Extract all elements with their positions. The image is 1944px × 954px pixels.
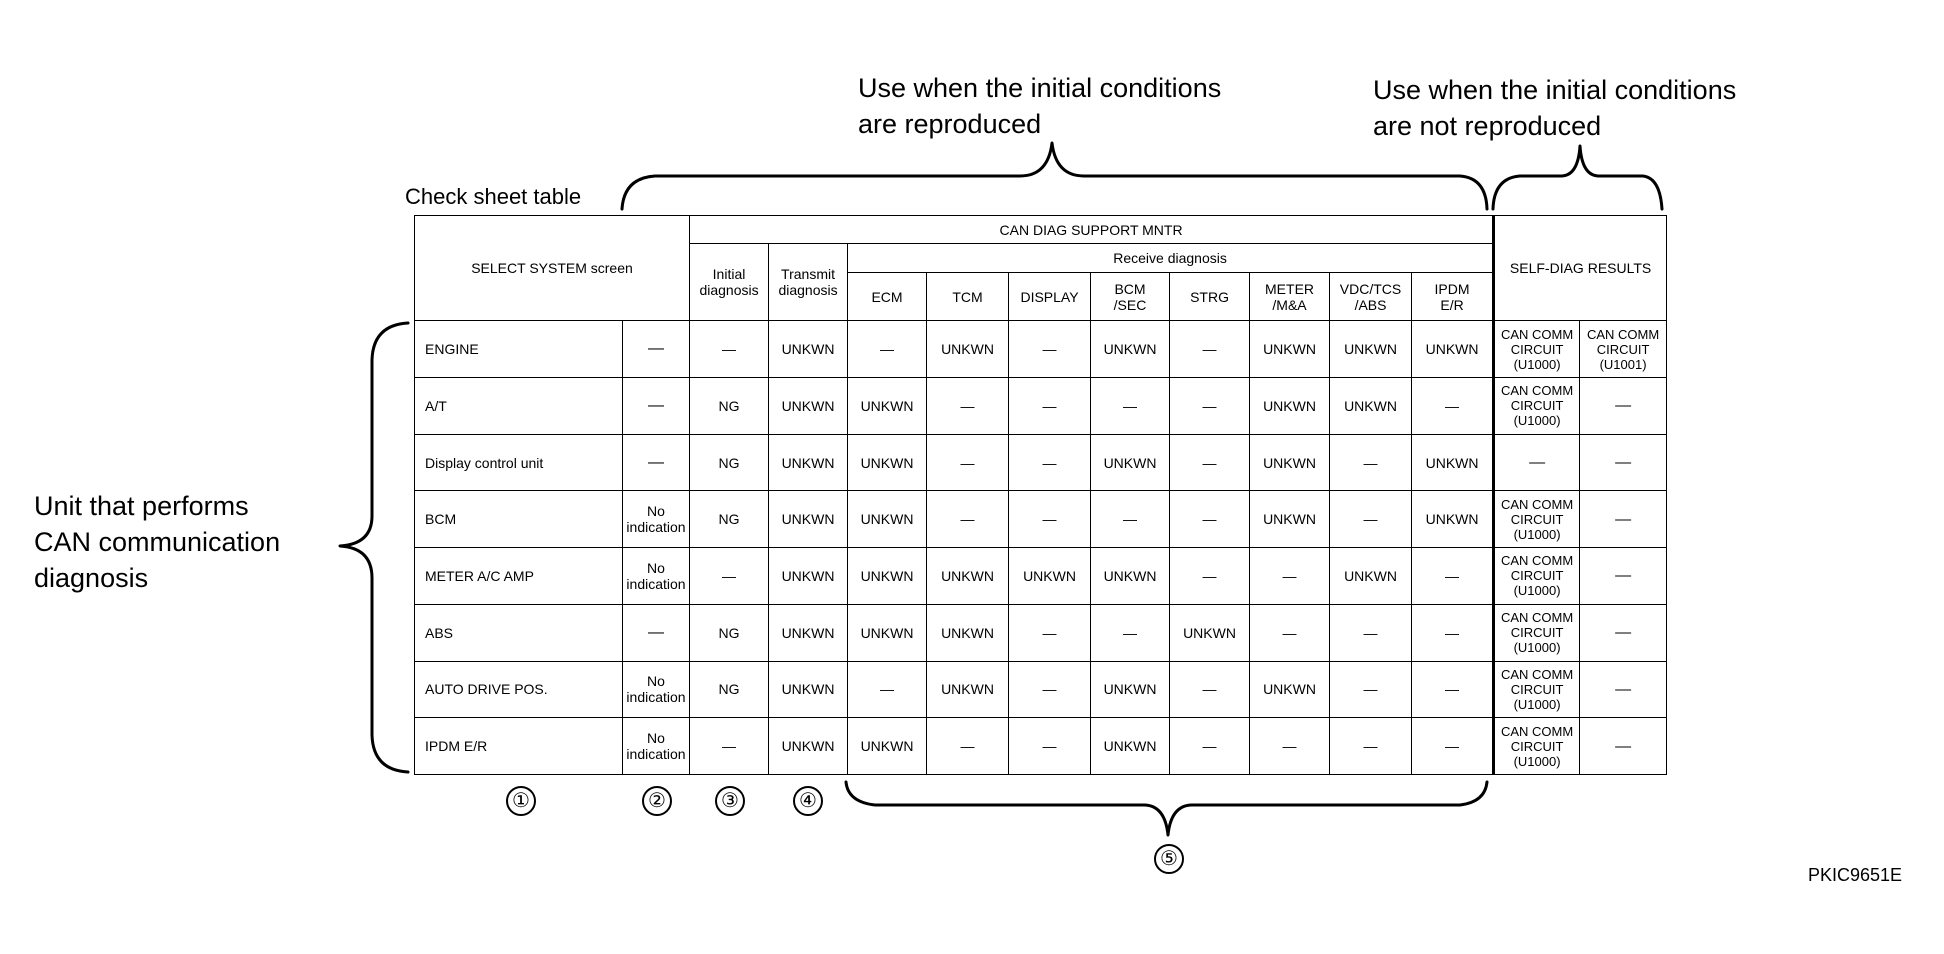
top-brace-reproduced [622,143,1487,209]
check-sheet-label: Check sheet table [405,184,582,209]
receive-diagnosis-cell: UNKWN [927,548,1009,605]
receive-diagnosis-cell: UNKWN [848,548,927,605]
receive-diagnosis-cell: — [1170,321,1250,378]
self-diag-cell: CAN COMM CIRCUIT (U1000) [1494,378,1580,435]
receive-diagnosis-cell: — [1009,321,1091,378]
self-diag-cell: CAN COMM CIRCUIT (U1000) [1494,718,1580,775]
receive-diagnosis-cell: — [927,718,1009,775]
indication-cell: No indication [623,661,690,718]
initial-diagnosis-cell: — [690,548,769,605]
receive-diagnosis-cell: UNKWN [1091,661,1170,718]
receive-col-header: VDC/TCS /ABS [1330,272,1412,321]
self-diag-cell: — [1580,491,1667,548]
receive-diagnosis-cell: — [1250,718,1330,775]
check-sheet-table [414,215,1667,775]
unit-performs-line-1: Unit that performs [34,491,249,521]
system-name-cell: BCM [415,491,623,548]
receive-col-header: ECM [848,272,927,321]
marker-1: ① [506,786,536,816]
initial-diagnosis-header: Initial diagnosis [690,244,769,321]
self-diag-cell: — [1580,378,1667,435]
receive-diagnosis-cell: UNKWN [927,661,1009,718]
receive-diagnosis-cell: UNKWN [848,434,927,491]
receive-diagnosis-cell: — [1009,661,1091,718]
receive-diagnosis-cell: UNKWN [848,604,927,661]
receive-diagnosis-cell: — [1091,604,1170,661]
marker-5: ⑤ [1154,844,1184,874]
top-brace-not-reproduced [1493,146,1662,209]
receive-diagnosis-cell: UNKWN [848,491,927,548]
system-name-cell: METER A/C AMP [415,548,623,605]
receive-diagnosis-cell: — [1091,491,1170,548]
receive-diagnosis-cell: UNKWN [1250,661,1330,718]
receive-diagnosis-cell: — [1250,548,1330,605]
receive-diagnosis-cell: — [1009,604,1091,661]
marker-4: ④ [793,786,823,816]
self-diag-cell: CAN COMM CIRCUIT (U1000) [1494,321,1580,378]
receive-diagnosis-cell: — [1330,718,1412,775]
self-diag-cell: — [1580,661,1667,718]
bottom-brace [846,782,1487,835]
figure-id: PKIC9651E [1808,865,1903,885]
reproduced-line-1: Use when the initial conditions [858,73,1222,103]
initial-diagnosis-cell: — [690,321,769,378]
receive-diagnosis-cell: — [1330,434,1412,491]
table-row [415,321,1667,378]
receive-col-header: DISPLAY [1009,272,1091,321]
table-row [415,661,1667,718]
receive-diagnosis-cell: — [1330,661,1412,718]
not-reproduced-line-2: are not reproduced [1373,111,1602,141]
receive-diagnosis-cell: — [1170,661,1250,718]
receive-diagnosis-cell: — [927,378,1009,435]
indication-cell: — [623,434,690,491]
self-diag-cell: CAN COMM CIRCUIT (U1000) [1494,491,1580,548]
receive-diagnosis-cell: UNKWN [1091,548,1170,605]
receive-diagnosis-cell: — [1170,718,1250,775]
receive-diagnosis-cell: — [1412,548,1494,605]
receive-diagnosis-cell: — [1009,378,1091,435]
self-diag-cell: CAN COMM CIRCUIT (U1000) [1494,604,1580,661]
receive-diagnosis-cell: UNKWN [1330,378,1412,435]
receive-diagnosis-cell: UNKWN [1250,434,1330,491]
table-row [415,434,1667,491]
receive-diagnosis-cell: — [1412,604,1494,661]
unit-performs-line-3: diagnosis [34,563,149,593]
receive-diagnosis-cell: — [927,491,1009,548]
initial-diagnosis-cell: NG [690,378,769,435]
system-name-cell: AUTO DRIVE POS. [415,661,623,718]
table-row [415,491,1667,548]
transmit-diagnosis-header: Transmit diagnosis [769,244,848,321]
receive-diagnosis-cell: UNKWN [848,718,927,775]
self-diag-cell: — [1494,434,1580,491]
header-row-1 [415,216,1667,244]
receive-diagnosis-header: Receive diagnosis [848,244,1494,272]
receive-diagnosis-cell: UNKWN [1250,321,1330,378]
indication-cell: No indication [623,718,690,775]
table-row [415,548,1667,605]
receive-diagnosis-cell: — [1170,434,1250,491]
receive-diagnosis-cell: UNKWN [1091,321,1170,378]
receive-diagnosis-cell: UNKWN [1330,321,1412,378]
reproduced-line-2: are reproduced [858,109,1042,139]
can-diag-header: CAN DIAG SUPPORT MNTR [690,216,1494,244]
receive-diagnosis-cell: UNKWN [1091,434,1170,491]
indication-cell: — [623,321,690,378]
receive-diagnosis-cell: — [1009,491,1091,548]
initial-diagnosis-cell: NG [690,434,769,491]
self-diag-cell: — [1580,548,1667,605]
receive-diagnosis-cell: — [1009,434,1091,491]
receive-diagnosis-cell: — [1412,661,1494,718]
receive-diagnosis-cell: — [1250,604,1330,661]
receive-diagnosis-cell: UNKWN [927,321,1009,378]
system-name-cell: ENGINE [415,321,623,378]
receive-diagnosis-cell: — [1170,491,1250,548]
receive-diagnosis-cell: — [848,321,927,378]
receive-diagnosis-cell: UNKWN [1170,604,1250,661]
initial-diagnosis-cell: NG [690,661,769,718]
marker-3: ③ [715,786,745,816]
transmit-diagnosis-cell: UNKWN [769,548,848,605]
receive-diagnosis-cell: UNKWN [1330,548,1412,605]
transmit-diagnosis-cell: UNKWN [769,661,848,718]
system-name-cell: IPDM E/R [415,718,623,775]
receive-diagnosis-cell: UNKWN [1412,321,1494,378]
receive-col-header: IPDM E/R [1412,272,1494,321]
receive-diagnosis-cell: — [1009,718,1091,775]
system-name-cell: ABS [415,604,623,661]
receive-diagnosis-cell: — [848,661,927,718]
not-reproduced-line-1: Use when the initial conditions [1373,75,1737,105]
receive-diagnosis-cell: — [1170,378,1250,435]
receive-diagnosis-cell: — [927,434,1009,491]
indication-cell: — [623,604,690,661]
transmit-diagnosis-cell: UNKWN [769,434,848,491]
receive-diagnosis-cell: UNKWN [927,604,1009,661]
table-row [415,378,1667,435]
transmit-diagnosis-cell: UNKWN [769,491,848,548]
receive-col-header: STRG [1170,272,1250,321]
receive-diagnosis-cell: UNKWN [1412,434,1494,491]
system-name-cell: Display control unit [415,434,623,491]
transmit-diagnosis-cell: UNKWN [769,604,848,661]
receive-diagnosis-cell: — [1412,718,1494,775]
indication-cell: No indication [623,491,690,548]
receive-diagnosis-cell: — [1170,548,1250,605]
transmit-diagnosis-cell: UNKWN [769,718,848,775]
unit-performs-line-2: CAN communication [34,527,281,557]
system-name-cell: A/T [415,378,623,435]
transmit-diagnosis-cell: UNKWN [769,321,848,378]
receive-col-header: TCM [927,272,1009,321]
indication-cell: No indication [623,548,690,605]
receive-diagnosis-cell: UNKWN [1250,491,1330,548]
initial-diagnosis-cell: NG [690,491,769,548]
receive-diagnosis-cell: — [1330,491,1412,548]
marker-2: ② [642,786,672,816]
receive-diagnosis-cell: — [1330,604,1412,661]
self-diag-cell: CAN COMM CIRCUIT (U1001) [1580,321,1667,378]
receive-col-header: METER /M&A [1250,272,1330,321]
self-diag-cell: — [1580,434,1667,491]
self-diag-header: SELF-DIAG RESULTS [1494,216,1667,321]
receive-diagnosis-cell: UNKWN [1412,491,1494,548]
self-diag-cell: CAN COMM CIRCUIT (U1000) [1494,661,1580,718]
receive-diagnosis-cell: UNKWN [1009,548,1091,605]
receive-col-header: BCM /SEC [1091,272,1170,321]
receive-diagnosis-cell: — [1091,378,1170,435]
self-diag-cell: CAN COMM CIRCUIT (U1000) [1494,548,1580,605]
left-brace [340,323,408,772]
receive-diagnosis-cell: UNKWN [848,378,927,435]
receive-diagnosis-cell: UNKWN [1091,718,1170,775]
table-row [415,604,1667,661]
initial-diagnosis-cell: NG [690,604,769,661]
indication-cell: — [623,378,690,435]
receive-diagnosis-cell: — [1412,378,1494,435]
self-diag-cell: — [1580,604,1667,661]
self-diag-cell: — [1580,718,1667,775]
receive-diagnosis-cell: UNKWN [1250,378,1330,435]
transmit-diagnosis-cell: UNKWN [769,378,848,435]
initial-diagnosis-cell: — [690,718,769,775]
select-system-header: SELECT SYSTEM screen [415,216,690,321]
table-row [415,718,1667,775]
